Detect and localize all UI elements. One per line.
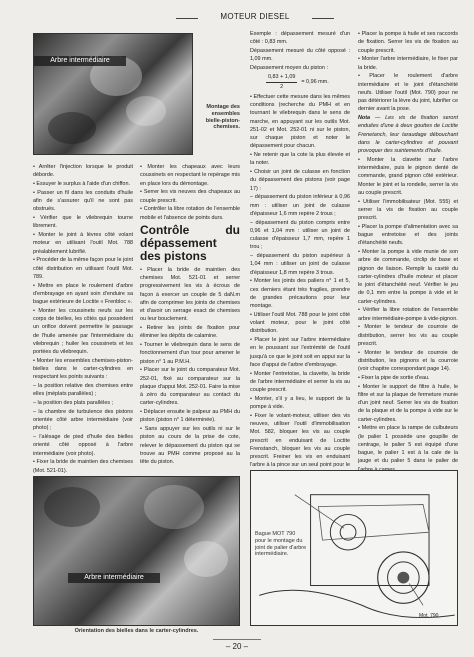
paragraph: • Monter, s'il y a lieu, le support de la pompe à vide. <box>250 395 350 410</box>
section-heading: Contrôle du dépassement des pistons <box>140 222 240 263</box>
paragraph: • Placer la pompe d'alimentation avec sa bague entretoise et des joints d'étanchéité neufs. <box>358 223 458 247</box>
note-label: Nota <box>358 115 371 121</box>
paragraph: • Fixer le volant-moteur, utiliser des vis neuves, utiliser l'outil d'immobilisation Mot. 582, bloquer les vis au couple prescrit en enduisant de Loctite Frenstanch, bloquer les vis au couple prescrit. Freiner les vis en enduisant l'arbre à la pince sur un seul point pour le <box>250 412 350 469</box>
paragraph: • Monter les chapeaux avec leurs coussinets en respectant le repérage mis en place lors du démontage. <box>140 164 240 187</box>
paragraph: • Procéder de la même façon pour le joint côté distribution en utilisant l'outil Mot. 789. <box>33 257 133 280</box>
paragraph: • Utiliser l'immobilisateur (Mot. 555) et serrer la vis de fixation au couple prescrit. <box>358 198 458 221</box>
paragraph: • Sans appuyer sur les outils ni sur le piston au cours de la prise de cote, relever le dépassement du piston qui se trouve au PMH comme proposé au la tête du piston. <box>140 426 240 465</box>
paragraph: • Tourner le vilebrequin dans le sens de fonctionnement d'un tour pour amener le piston n° 1 au P.M.H. <box>140 342 240 365</box>
text-column-4 <box>358 30 458 466</box>
formula-denominator: 2 <box>280 83 284 90</box>
page-header: MOTEUR DIESEL <box>150 12 360 24</box>
paragraph: • Vérifier que le vilebrequin tourne librement. <box>33 215 133 230</box>
paragraph: • Serrer les vis neuves des chapeaux au couple prescrit. <box>140 189 240 204</box>
technical-drawing <box>250 470 458 626</box>
paragraph: • Placer le joint sur l'arbre intermédiaire en le poussant sur l'extrémité de l'outil jusqu'à ce que le joint soit en appui sur la face d'appui de l'arbre d'embrayage. <box>250 337 350 368</box>
paragraph: • Effectuer cette mesure dans les mêmes conditions (recherche du PMH et en tournant le vilebrequin dans le sens de marche, en appuyant sur les outils Mot. 251-02 et Mot. 252-01 ni sur le piston, sur chaque piston et noter le dépassement pour chacun. <box>250 93 350 150</box>
paragraph: • Monter le joint à lèvres côté volant moteur en utilisant l'outil Mot. 788 préalablement lubrifié. <box>33 232 133 255</box>
tool-label: Mot. 790 <box>419 613 439 619</box>
text-column-1 <box>33 163 133 474</box>
paragraph: – dépassement du piston compris entre 0,96 et 1,04 mm : utiliser un joint de culasse d'épaisseur 1,7 mm, repère 1 trou ; <box>250 219 350 251</box>
paragraph: • Passer un fil dans les conduits d'huile afin de s'assurer qu'il ne sont pas obstrués. <box>33 189 133 213</box>
paragraph: • Monter l'arbre intermédiaire, le fixer par la bride. <box>358 56 458 71</box>
paragraph: • Monter l'entretoise, la clavette, la bride de l'arbre intermédiaire et serrer la vis au couple prescrit. <box>250 370 350 393</box>
note-text: — Les vis de fixation seront enduites d'une à deux gouttes de Loctite Frenetanch, leur taraudage débouchant dans le carter-cylindres et pouvant provoquer des suintements d'huile. <box>358 115 458 154</box>
paragraph: • Monter la clavette sur l'arbre intermédiaire, puis le pignon denté de commande, grand pignon côté extérieur. Monter le joint et la rondelle, serrer la vis au couple prescrit. <box>358 156 458 196</box>
paragraph: • Monter les coussinets neufs sur les corps de bielles, les côtés qui possèdent un orifice doivent permettre le passage de l'huile amenée par l'intermédiaire du vilebrequin ; huiler les coussinets et les portées du vilebrequin. <box>33 307 133 355</box>
photo-caption: Orientation des bielles dans le carter-cylindres. <box>74 628 199 634</box>
text-column-2 <box>140 163 240 471</box>
drawing-caption: Bague MOT 790 pour le montage du joint de palier d'arbre intermédiaire. <box>255 531 307 558</box>
paragraph: • Retirer les joints de fixation pour éliminer les dépôts de calamine. <box>140 325 240 340</box>
paragraph: • Choisir un joint de culasse en fonction du dépassement des pistons (voir page 17) : <box>250 169 350 192</box>
formula <box>266 73 350 91</box>
photo-tag: Arbre intermédiaire <box>34 56 126 66</box>
paragraph: • Monter les ensembles chemises-piston-bielles dans le carter-cylindres en respectant les points suivants : <box>33 357 133 381</box>
paragraph: • Vérifier la libre rotation de l'ensemble arbre intermédiaire-pompe à vide-pignon. <box>358 307 458 322</box>
paragraph: • Essuyer le surplus à l'aide d'un chiffon. <box>33 181 130 187</box>
paragraph: Dépassement moyen du piston : <box>250 65 328 71</box>
paragraph: • Placer la pompe à huile et ses raccords de fixation. Serrer les vis de fixation au couple prescrit. <box>358 31 458 54</box>
paragraph: • Arrêter l'injection lorsque le produit déborde. <box>33 164 133 179</box>
text-column-3 <box>250 30 350 472</box>
paragraph: – dépassement du piston supérieur à 1,04 mm : utiliser un joint de culasse d'épaisseur 1,8 mm repère 3 trous. <box>250 253 350 276</box>
paragraph: • Placer la bride de maintien des chemises Mot. 521-01 et serrer progressivement les vis à écrous de façon à exercer un couple de 5 daN.m afin de comprimer les joints de chemises et d'avoir un serrage exact de chemises ou leur bouclement. <box>140 266 240 323</box>
paragraph: – dépassement du piston inférieur à 0,96 mm : utiliser un joint de culasse d'épaisseur 1,6 mm repère 2 trous ; <box>250 194 350 217</box>
paragraph: • Placer le roulement d'arbre intermédiaire et le joint d'étanchéité neufs. Utiliser l'outil (Mot. 790) pour ne pas détériorer la lèvre du joint, lubrifier ce dernier avant la pose. <box>358 73 458 113</box>
connecting-rods-photo <box>33 476 240 626</box>
paragraph: • Utiliser l'outil Mot. 788 pour le joint côté volant moteur, pour le joint côté distribution. <box>250 311 350 335</box>
formula-numerator: 0,83 + 1,09 <box>266 73 297 82</box>
paragraph: • Contrôler la libre rotation de l'ensemble mobile et l'absence de points durs. <box>140 206 240 221</box>
paragraph: • Fixer la pipe de sortie d'eau. <box>358 374 430 381</box>
page-footer <box>0 639 474 651</box>
paragraph: • Monter le support de filtre à huile, le filtre et sur la plaque de fermeture munie d'un joint neuf. Serrer les vis de fixation de la plaque et de la pompe à vide sur le carter-cylindres. <box>358 383 458 423</box>
paragraph: • Fixer la bride de maintien des chemises (Mot. 521-01). <box>33 459 133 474</box>
paragraph: • Ne retenir que la cote la plus élevée et la noter. <box>250 152 350 167</box>
paragraph: • Monter la pompe à vide munie de son arbre de commande, circlip de base et pignon de liaison. Remplir la cavité du carter-cylindres d'huile moteur et placer le joint d'étanchéité neuf. Vérifier le jeu de 0,1 mm entre la pompe à vide et le carter-cylindres. <box>358 249 458 305</box>
paragraph: Exemple : dépassement mesuré d'un côté : 0,83 mm. <box>250 31 350 46</box>
paragraph: • Placer sur le joint du comparateur Mot. 252-01, fixé au comparateur sur la plaque d'appui Mot. 252-01. Faire la mise à zéro du comparateur au contact du carter-cylindres. <box>140 367 240 407</box>
paragraph: Dépassement mesuré du côté opposé : 1,09 mm. <box>250 48 350 63</box>
formula-result: = 0,96 mm. <box>301 78 329 85</box>
paragraph: – l'alésage de pied d'huile des bielles orienté côté opposé à l'arbre intermédiaire (voir photo). <box>33 434 133 457</box>
paragraph: • Mettre en place le roulement d'arbre d'embrayage en ayant soin d'enduire sa bague extérieure de Loctite « Frenbloc ». <box>33 282 133 305</box>
paragraph: • Monter les joints des paliers n° 1 et 5, ces derniers étant très fragiles, prendre de grandes précautions pour leur montage. <box>250 278 350 309</box>
paragraph: • Monter le tendeur de courroie de distribution, les pignons et la courroie (voir chapitre correspondant page 14). <box>358 349 458 372</box>
paragraph: – la position des plats parallèles ; <box>33 400 114 406</box>
note-paragraph <box>358 114 458 155</box>
engine-block-photo <box>33 33 193 155</box>
paragraph: – la position relative des chemises entre elles (méplats parallèles) ; <box>33 383 133 398</box>
paragraph: • Déplacer ensuite le palpeur au PMH du piston (piston n° 1 déterminée). <box>140 409 240 424</box>
photo-caption: Montage des ensembles bielle-piston-chemises. <box>205 104 240 131</box>
page-number: – 20 – <box>213 639 261 651</box>
photo-tag: Arbre intermédiaire <box>68 573 160 583</box>
paragraph: – la chambre de turbulence des pistons orientée côté arbre intermédiaire (voir photo) ; <box>33 408 133 432</box>
paragraph: • Mettre en place la rampe de culbuteurs (le palier 1 possède une goupille de centrage, le palier 5 est équipé d'une bague, le palier 1 est à la cale de la jauge et du palier 5 dans le palier de <box>358 425 458 465</box>
paragraph: • Monter le tendeur de courroie de distribution, serrer les vis au couple prescrit. <box>358 324 458 347</box>
